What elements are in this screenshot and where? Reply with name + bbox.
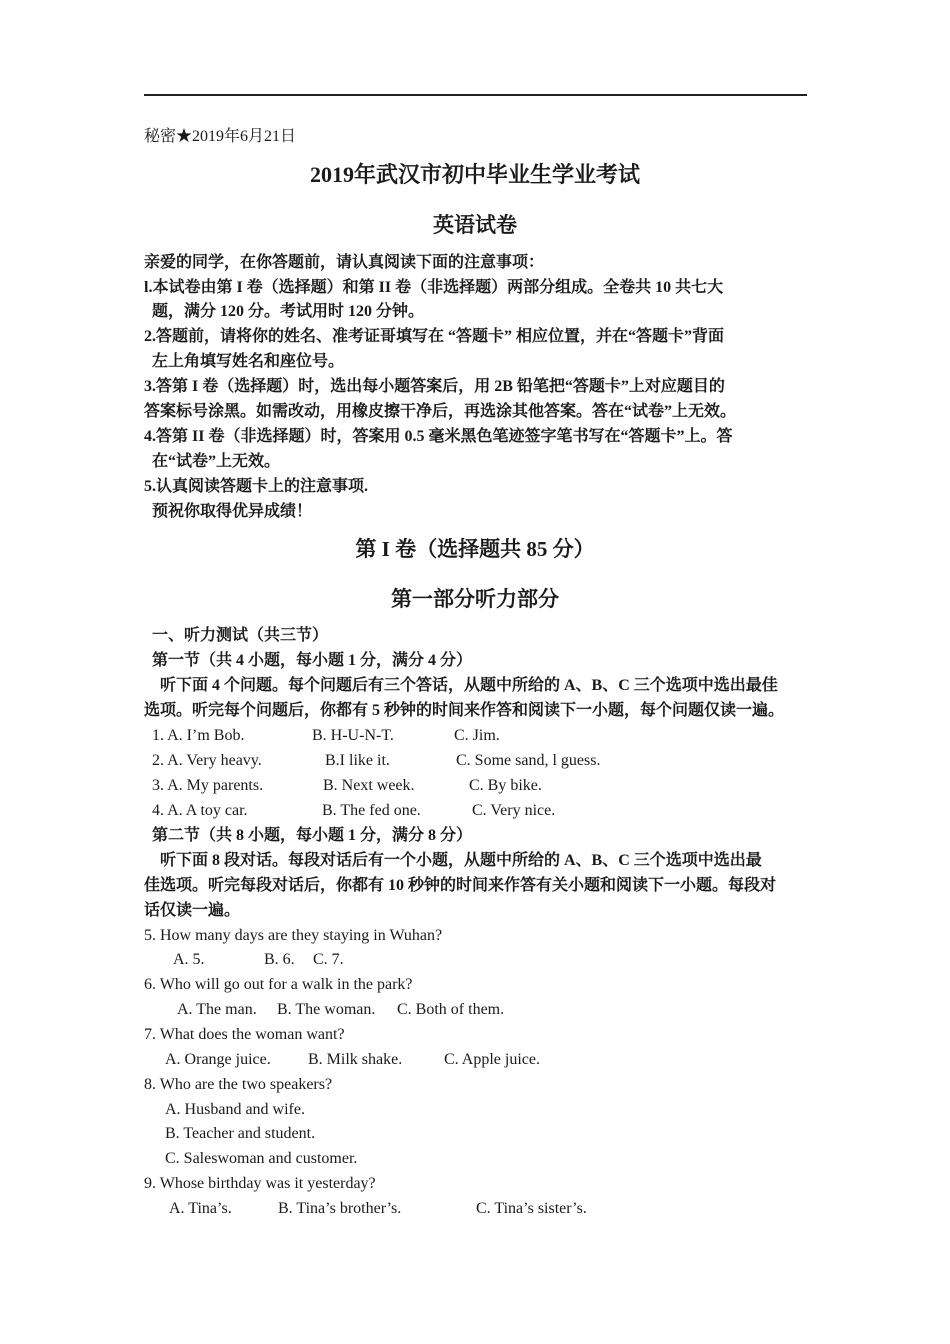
q3-option-a: 3. A. My parents. xyxy=(152,777,264,794)
listening-section-title: 第一部分听力部分 xyxy=(391,587,559,611)
q9-option-c: C. Tina’s sister’s. xyxy=(476,1200,587,1217)
notice-line-2: 题，满分 120 分。考试用时 120 分钟。 xyxy=(144,303,425,320)
notice-line-7: 4.答第 II 卷（非选择题）时，答案用 0.5 毫米黑色笔迹签字笔书写在“答题卡”上。答 xyxy=(144,428,733,445)
q6-option-c: C. Both of them. xyxy=(397,1001,505,1018)
sec1-heading: 第一节（共 4 小题，每小题 1 分，满分 4 分） xyxy=(144,652,473,669)
listening-heading: 一、听力测试（共三节） xyxy=(144,627,329,644)
q6-option-a: A. The man. xyxy=(177,1001,257,1018)
q5-option-b: B. 6. xyxy=(264,951,295,968)
q1-option-a: 1. A. I’m Bob. xyxy=(152,727,245,744)
sec1-instruction-1: 听下面 4 个问题。每个问题后有三个答话，从题中所给的 A、B、C 三个选项中选出最佳 xyxy=(144,677,778,694)
notice-line-4: 左上角填写姓名和座位号。 xyxy=(144,353,345,370)
notice-line-10: 预祝你取得优异成绩！ xyxy=(144,503,313,520)
q1-option-c: C. Jim. xyxy=(454,727,500,744)
q3-option-b: B. Next week. xyxy=(323,777,415,794)
q6-option-b: B. The woman. xyxy=(277,1001,376,1018)
q7-option-b: B. Milk shake. xyxy=(308,1051,403,1068)
q4-option-b: B. The fed one. xyxy=(322,802,421,819)
q4-option-a: 4. A. A toy car. xyxy=(152,802,248,819)
notice-line-1: l.本试卷由第 I 卷（选择题）和第 II 卷（非选择题）两部分组成。全卷共 10 共七大 xyxy=(144,279,724,296)
notice-line-9: 5.认真阅读答题卡上的注意事项. xyxy=(144,478,369,495)
sec2-heading: 第二节（共 8 小题，每小题 1 分，满分 8 分） xyxy=(144,827,473,844)
q7-stem: 7. What does the woman want? xyxy=(144,1026,345,1043)
q9-option-b: B. Tina’s brother’s. xyxy=(278,1200,402,1217)
secret-date-line: 秘密★2019年6月21日 xyxy=(144,128,297,145)
exam-title: 2019年武汉市初中毕业生学业考试 xyxy=(309,162,640,187)
notice-line-6: 答案标号涂黑。如需改动，用橡皮擦干净后，再选涂其他答案。答在“试卷”上无效。 xyxy=(144,403,737,420)
sec2-instruction-1: 听下面 8 段对话。每段对话后有一个小题，从题中所给的 A、B、C 三个选项中选出最 xyxy=(144,852,762,869)
q9-option-a: A. Tina’s. xyxy=(169,1200,232,1217)
notice-line-5: 3.答第 I 卷（选择题）时，选出每小题答案后，用 2B 铅笔把“答题卡”上对应题目的 xyxy=(144,378,725,395)
notice-line-8: 在“试卷”上无效。 xyxy=(144,453,281,470)
q5-option-a: A. 5. xyxy=(173,951,205,968)
q2-option-c: C. Some sand, l guess. xyxy=(456,752,601,769)
header-rule xyxy=(144,94,807,96)
q2-option-b: B.I like it. xyxy=(325,752,390,769)
q8-stem: 8. Who are the two speakers? xyxy=(144,1076,333,1093)
notice-line-3: 2.答题前，请将你的姓名、准考证哥填写在 “答题卡” 相应位置，并在“答题卡”背面 xyxy=(144,328,725,345)
q3-option-c: C. By bike. xyxy=(469,777,542,794)
exam-subtitle: 英语试卷 xyxy=(433,213,517,237)
q9-stem: 9. Whose birthday was it yesterday? xyxy=(144,1175,376,1192)
q8-option-c: C. Saleswoman and customer. xyxy=(165,1150,358,1167)
q2-option-a: 2. A. Very heavy. xyxy=(152,752,262,769)
notice-heading: 亲爱的同学，在你答题前，请认真阅读下面的注意事项： xyxy=(144,254,545,271)
q7-option-a: A. Orange juice. xyxy=(165,1051,271,1068)
q8-option-b: B. Teacher and student. xyxy=(165,1125,316,1142)
q5-stem: 5. How many days are they staying in Wuhan? xyxy=(144,927,443,944)
q8-option-a: A. Husband and wife. xyxy=(165,1101,305,1118)
sec2-instruction-2: 佳选项。听完每段对话后，你都有 10 秒钟的时间来作答有关小题和阅读下一小题。每段对 xyxy=(144,877,777,894)
part1-title: 第 I 卷（选择题共 85 分） xyxy=(355,537,595,561)
q1-option-b: B. H-U-N-T. xyxy=(312,727,394,744)
q6-stem: 6. Who will go out for a walk in the park? xyxy=(144,976,413,993)
q4-option-c: C. Very nice. xyxy=(472,802,556,819)
sec2-instruction-3: 话仅读一遍。 xyxy=(144,902,241,919)
q7-option-c: C. Apple juice. xyxy=(444,1051,540,1068)
q5-option-c: C. 7. xyxy=(313,951,344,968)
sec1-instruction-2: 选项。听完每个问题后，你都有 5 秒钟的时间来作答和阅读下一小题，每个问题仅读一遍。 xyxy=(144,702,785,719)
